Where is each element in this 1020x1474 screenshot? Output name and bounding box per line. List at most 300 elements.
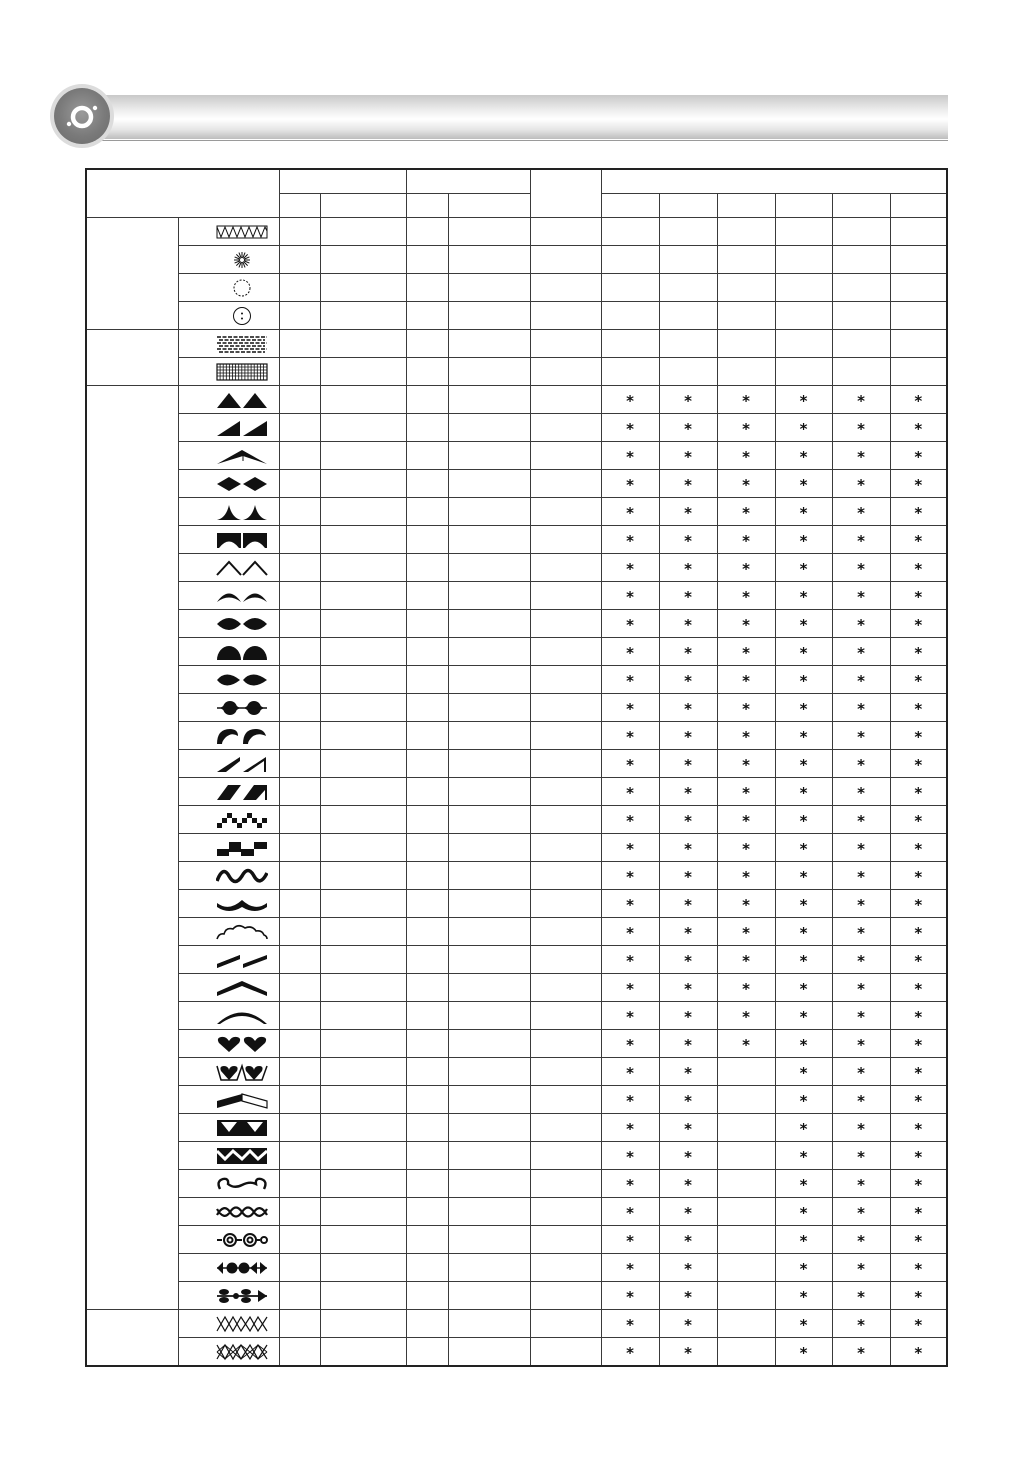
blank-cell <box>279 1170 320 1198</box>
header-row-1 <box>86 169 947 194</box>
mark-cell <box>659 1086 717 1114</box>
asterisk-mark: * <box>914 503 923 522</box>
stitch-icon-cell <box>178 1226 279 1254</box>
blank-cell <box>448 330 530 358</box>
stitch-icon-cell <box>178 1114 279 1142</box>
asterisk-mark: * <box>914 475 923 494</box>
mark-cell <box>717 610 775 638</box>
blank-cell <box>448 498 530 526</box>
asterisk-mark: * <box>626 643 634 662</box>
mark-cell <box>601 862 659 890</box>
mark-cell <box>890 918 947 946</box>
mark-cell <box>659 862 717 890</box>
blank-cell <box>448 1226 530 1254</box>
blank-cell <box>775 302 832 330</box>
stitch-icon-cell <box>178 638 279 666</box>
mark-cell <box>832 1142 890 1170</box>
arc-band-icon <box>179 1007 279 1025</box>
mark-cell <box>659 750 717 778</box>
mark-cell <box>775 1114 832 1142</box>
table-row <box>86 358 947 386</box>
stitch-icon-cell <box>178 610 279 638</box>
blank-cell <box>448 1058 530 1086</box>
blank-cell <box>448 526 530 554</box>
blank-cell <box>448 890 530 918</box>
table-row <box>86 554 947 582</box>
asterisk-mark: * <box>799 727 808 746</box>
blank-cell <box>279 974 320 1002</box>
asterisk-mark: * <box>857 475 865 494</box>
table-row <box>86 946 947 974</box>
mark-cell <box>659 1058 717 1086</box>
mark-cell <box>601 414 659 442</box>
blank-cell <box>448 386 530 414</box>
asterisk-mark: * <box>914 1343 923 1362</box>
blank-cell <box>659 358 717 386</box>
blank-cell <box>717 1226 775 1254</box>
asterisk-mark: * <box>742 979 750 998</box>
asterisk-mark: * <box>914 839 923 858</box>
blank-cell <box>448 918 530 946</box>
blank-cell <box>406 386 448 414</box>
mark-cell <box>601 610 659 638</box>
header-subcell <box>832 194 890 218</box>
table-row <box>86 722 947 750</box>
blank-cell <box>279 722 320 750</box>
blank-cell <box>320 1226 406 1254</box>
group-label-cell <box>86 330 178 386</box>
asterisk-mark: * <box>684 699 692 718</box>
blank-cell <box>775 218 832 246</box>
stitch-icon-cell <box>178 750 279 778</box>
asterisk-mark: * <box>914 895 923 914</box>
header-subcell <box>320 194 406 218</box>
asterisk-mark: * <box>684 839 692 858</box>
asterisk-mark: * <box>742 475 750 494</box>
zigzag-border-stitch-icon <box>179 223 279 241</box>
blank-cell <box>832 302 890 330</box>
mark-cell <box>832 1282 890 1310</box>
infinity-chain-icon <box>179 1203 279 1221</box>
mark-cell <box>890 414 947 442</box>
mark-cell <box>832 582 890 610</box>
mark-cell <box>775 1338 832 1367</box>
mark-cell <box>832 778 890 806</box>
stitch-icon-cell <box>178 918 279 946</box>
blank-cell <box>448 414 530 442</box>
blank-cell <box>448 1170 530 1198</box>
asterisk-mark: * <box>857 447 865 466</box>
blank-cell <box>406 1226 448 1254</box>
blank-cell <box>279 218 320 246</box>
asterisk-mark: * <box>914 727 923 746</box>
mark-cell <box>832 498 890 526</box>
mark-cell <box>659 414 717 442</box>
group-label-cell <box>86 386 178 1310</box>
blank-cell <box>279 330 320 358</box>
mark-cell <box>775 1086 832 1114</box>
mark-cell <box>890 526 947 554</box>
mark-cell <box>832 1226 890 1254</box>
blank-cell <box>530 638 601 666</box>
asterisk-mark: * <box>684 419 692 438</box>
blank-cell <box>530 554 601 582</box>
table-row <box>86 302 947 330</box>
mark-cell <box>717 694 775 722</box>
scroll-curl-icon <box>179 1175 279 1193</box>
mark-cell <box>832 1086 890 1114</box>
mark-cell <box>832 414 890 442</box>
blank-cell <box>448 862 530 890</box>
asterisk-mark: * <box>857 615 865 634</box>
mark-cell <box>832 1114 890 1142</box>
asterisk-mark: * <box>914 419 923 438</box>
blank-cell <box>890 358 947 386</box>
leaf-pair-icon <box>179 615 279 633</box>
mark-cell <box>890 1282 947 1310</box>
stitch-icon-cell <box>178 834 279 862</box>
blank-cell <box>601 246 659 274</box>
blank-cell <box>448 666 530 694</box>
blank-cell <box>530 526 601 554</box>
stitch-icon-cell <box>178 1030 279 1058</box>
triangle-pair-icon <box>179 391 279 409</box>
mark-cell <box>659 974 717 1002</box>
asterisk-mark: * <box>626 587 634 606</box>
blank-cell <box>530 694 601 722</box>
stitch-icon-cell <box>178 358 279 386</box>
mark-cell <box>775 582 832 610</box>
asterisk-mark: * <box>914 783 923 802</box>
asterisk-mark: * <box>742 699 750 718</box>
asterisk-mark: * <box>914 1287 923 1306</box>
asterisk-mark: * <box>684 615 692 634</box>
blank-cell <box>320 330 406 358</box>
mark-cell <box>775 386 832 414</box>
mark-cell <box>890 1198 947 1226</box>
blank-cell <box>717 1170 775 1198</box>
asterisk-mark: * <box>857 727 865 746</box>
asterisk-mark: * <box>742 1007 750 1026</box>
mark-cell <box>659 610 717 638</box>
table-row <box>86 1282 947 1310</box>
asterisk-mark: * <box>742 503 750 522</box>
asterisk-mark: * <box>914 1315 923 1334</box>
blank-cell <box>601 218 659 246</box>
mark-cell <box>890 1086 947 1114</box>
asterisk-mark: * <box>626 671 634 690</box>
asterisk-mark: * <box>857 643 865 662</box>
asterisk-mark: * <box>914 1231 923 1250</box>
mark-cell <box>832 1338 890 1367</box>
stitch-icon-cell <box>178 582 279 610</box>
blank-cell <box>406 694 448 722</box>
stitch-icon-cell <box>178 498 279 526</box>
asterisk-mark: * <box>626 559 634 578</box>
blank-cell <box>530 1114 601 1142</box>
blank-cell <box>320 890 406 918</box>
stitch-icon-cell <box>178 1058 279 1086</box>
blank-cell <box>448 1338 530 1367</box>
blank-cell <box>279 778 320 806</box>
blank-cell <box>448 218 530 246</box>
stitch-icon-cell <box>178 246 279 274</box>
asterisk-mark: * <box>914 671 923 690</box>
heart-pair-icon <box>179 1035 279 1053</box>
asterisk-mark: * <box>799 1119 808 1138</box>
table-row <box>86 246 947 274</box>
mark-cell <box>890 470 947 498</box>
asterisk-mark: * <box>684 895 692 914</box>
asterisk-mark: * <box>684 755 692 774</box>
mark-cell <box>717 1030 775 1058</box>
mark-cell <box>890 610 947 638</box>
asterisk-mark: * <box>914 699 923 718</box>
asterisk-mark: * <box>742 531 750 550</box>
mark-cell <box>717 526 775 554</box>
mark-cell <box>659 946 717 974</box>
mark-cell <box>717 442 775 470</box>
blank-cell <box>530 274 601 302</box>
blank-cell <box>279 638 320 666</box>
mark-cell <box>717 582 775 610</box>
blank-cell <box>406 1282 448 1310</box>
asterisk-mark: * <box>857 923 865 942</box>
header-subcell <box>448 194 530 218</box>
mark-cell <box>890 1310 947 1338</box>
blank-cell <box>530 946 601 974</box>
mark-cell <box>775 722 832 750</box>
blank-cell <box>279 470 320 498</box>
mark-cell <box>717 806 775 834</box>
blank-cell <box>279 1226 320 1254</box>
asterisk-mark: * <box>626 1203 634 1222</box>
mark-cell <box>775 806 832 834</box>
mark-cell <box>775 442 832 470</box>
asterisk-mark: * <box>684 1287 692 1306</box>
blank-cell <box>775 246 832 274</box>
stitch-icon-cell <box>178 666 279 694</box>
asterisk-mark: * <box>799 1259 808 1278</box>
stitch-icon-cell <box>178 274 279 302</box>
mark-cell <box>659 890 717 918</box>
blank-cell <box>717 1086 775 1114</box>
asterisk-mark: * <box>857 671 865 690</box>
table-row <box>86 1254 947 1282</box>
diamond-arrow-chain-icon <box>179 1259 279 1277</box>
asterisk-mark: * <box>914 1035 923 1054</box>
mark-cell <box>890 806 947 834</box>
stitch-icon-cell <box>178 1310 279 1338</box>
mark-cell <box>775 554 832 582</box>
table-row <box>86 1310 947 1338</box>
mark-cell <box>659 1170 717 1198</box>
mark-cell <box>890 834 947 862</box>
blank-cell <box>717 1142 775 1170</box>
blank-cell <box>406 470 448 498</box>
asterisk-mark: * <box>799 811 808 830</box>
header-cell-group-c <box>530 169 601 218</box>
asterisk-mark: * <box>742 895 750 914</box>
blank-cell <box>279 1086 320 1114</box>
mark-cell <box>601 666 659 694</box>
blank-cell <box>279 1254 320 1282</box>
blank-cell <box>601 358 659 386</box>
mark-cell <box>890 1170 947 1198</box>
mark-cell <box>659 806 717 834</box>
mark-cell <box>890 1338 947 1367</box>
mark-cell <box>890 554 947 582</box>
asterisk-mark: * <box>742 559 750 578</box>
starburst-eyelet-icon <box>179 251 279 269</box>
mark-cell <box>717 722 775 750</box>
asterisk-mark: * <box>799 559 808 578</box>
mark-cell <box>890 386 947 414</box>
blank-cell <box>279 358 320 386</box>
asterisk-mark: * <box>799 923 808 942</box>
asterisk-mark: * <box>684 391 692 410</box>
stitch-icon-cell <box>178 386 279 414</box>
header-subcell <box>775 194 832 218</box>
asterisk-mark: * <box>914 1147 923 1166</box>
blank-cell <box>279 302 320 330</box>
asterisk-mark: * <box>799 671 808 690</box>
asterisk-mark: * <box>626 447 634 466</box>
asterisk-mark: * <box>742 951 750 970</box>
blank-cell <box>448 778 530 806</box>
asterisk-mark: * <box>914 587 923 606</box>
blank-cell <box>279 862 320 890</box>
mark-cell <box>890 974 947 1002</box>
stitch-icon-cell <box>178 470 279 498</box>
mark-cell <box>717 666 775 694</box>
asterisk-mark: * <box>742 391 750 410</box>
stitch-icon-cell <box>178 526 279 554</box>
asterisk-mark: * <box>799 839 808 858</box>
asterisk-mark: * <box>799 755 808 774</box>
mark-cell <box>890 666 947 694</box>
mark-cell <box>659 694 717 722</box>
blank-cell <box>279 1338 320 1367</box>
blank-cell <box>530 330 601 358</box>
blank-cell <box>601 274 659 302</box>
blank-cell <box>717 1310 775 1338</box>
mark-cell <box>832 554 890 582</box>
blank-cell <box>832 246 890 274</box>
blank-cell <box>530 666 601 694</box>
mark-cell <box>601 554 659 582</box>
asterisk-mark: * <box>742 811 750 830</box>
blank-cell <box>530 414 601 442</box>
chevron-outline-icon <box>179 559 279 577</box>
blank-cell <box>448 1254 530 1282</box>
blank-cell <box>279 1198 320 1226</box>
mark-cell <box>601 1198 659 1226</box>
blank-cell <box>406 498 448 526</box>
header-subcell <box>659 194 717 218</box>
asterisk-mark: * <box>857 755 865 774</box>
mark-cell <box>832 1030 890 1058</box>
asterisk-mark: * <box>742 643 750 662</box>
mark-cell <box>717 946 775 974</box>
mark-cell <box>775 1142 832 1170</box>
mark-cell <box>890 722 947 750</box>
mark-cell <box>601 722 659 750</box>
asterisk-mark: * <box>857 1035 865 1054</box>
blank-cell <box>406 974 448 1002</box>
blank-cell <box>320 1142 406 1170</box>
blank-cell <box>448 694 530 722</box>
asterisk-mark: * <box>857 895 865 914</box>
mark-cell <box>601 1058 659 1086</box>
table-row <box>86 1226 947 1254</box>
mark-cell <box>890 1002 947 1030</box>
mark-cell <box>659 386 717 414</box>
asterisk-mark: * <box>914 615 923 634</box>
table-row <box>86 862 947 890</box>
blank-cell <box>320 694 406 722</box>
asterisk-mark: * <box>742 671 750 690</box>
asterisk-mark: * <box>626 419 634 438</box>
blank-cell <box>279 582 320 610</box>
wing-wave-icon <box>179 895 279 913</box>
asterisk-mark: * <box>799 475 808 494</box>
table-row <box>86 330 947 358</box>
table-row <box>86 834 947 862</box>
asterisk-mark: * <box>684 1175 692 1194</box>
blank-cell <box>530 1310 601 1338</box>
stitch-icon-cell <box>178 1198 279 1226</box>
blank-cell <box>890 330 947 358</box>
blank-cell <box>717 274 775 302</box>
roof-chevron-icon <box>179 979 279 997</box>
blank-cell <box>448 246 530 274</box>
asterisk-mark: * <box>684 1259 692 1278</box>
mark-cell <box>601 1338 659 1367</box>
peak-outline-icon <box>179 447 279 465</box>
table-row <box>86 1086 947 1114</box>
blank-cell <box>448 470 530 498</box>
mark-cell <box>890 1058 947 1086</box>
table-row <box>86 974 947 1002</box>
mark-cell <box>832 862 890 890</box>
blank-cell <box>406 302 448 330</box>
blank-cell <box>279 1058 320 1086</box>
blank-cell <box>320 1030 406 1058</box>
blank-cell <box>279 834 320 862</box>
table-row <box>86 1002 947 1030</box>
asterisk-mark: * <box>914 1007 923 1026</box>
asterisk-mark: * <box>684 867 692 886</box>
blank-cell <box>320 246 406 274</box>
blank-cell <box>448 554 530 582</box>
asterisk-mark: * <box>799 391 808 410</box>
blank-cell <box>717 302 775 330</box>
stitch-icon-cell <box>178 218 279 246</box>
mark-cell <box>775 638 832 666</box>
blank-cell <box>320 1114 406 1142</box>
dot-diamond-chain-icon <box>179 699 279 717</box>
mark-cell <box>601 1170 659 1198</box>
blank-cell <box>320 470 406 498</box>
asterisk-mark: * <box>626 1007 634 1026</box>
blank-cell <box>448 1142 530 1170</box>
stitch-icon-cell <box>178 778 279 806</box>
asterisk-mark: * <box>684 1147 692 1166</box>
blank-cell <box>530 582 601 610</box>
table-row <box>86 750 947 778</box>
blank-cell <box>279 274 320 302</box>
